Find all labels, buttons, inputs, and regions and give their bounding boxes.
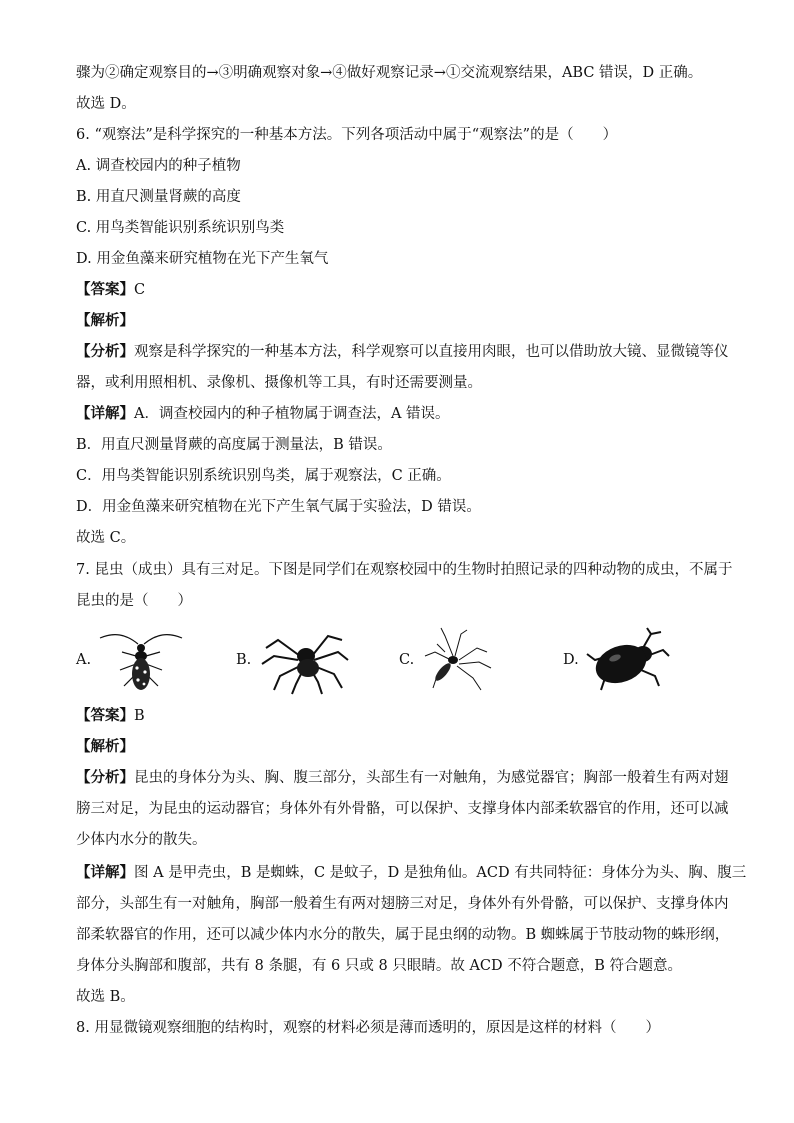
analysis-tag: 【分析】 bbox=[76, 343, 134, 360]
text-line: 器，或利用照相机、录像机、摄像机等工具，有时还需要测量。 bbox=[76, 375, 482, 391]
detail-text: A．调查校园内的种子植物属于调查法，A 错误。 bbox=[134, 406, 450, 422]
analysis-text: 昆虫的身体分为头、胸、腹三部分，头部生有一对触角，为感觉器官；胸部一般着生有两对翅 bbox=[134, 770, 729, 786]
analysis-heading: 【解析】 bbox=[76, 738, 134, 755]
q7-detail bbox=[76, 863, 746, 883]
q6-detail bbox=[76, 404, 450, 424]
text-line: C．用鸟类智能识别系统识别鸟类，属于观察法，C 正确。 bbox=[76, 468, 451, 484]
text-line: 故选 D。 bbox=[76, 96, 136, 112]
spider-icon bbox=[256, 626, 356, 696]
mosquito-icon bbox=[415, 626, 495, 696]
text-line: 膀三对足，为昆虫的运动器官；身体外有外骨骼，可以保护、支撑身体内部柔软器官的作用，还可以减 bbox=[76, 801, 729, 817]
answer-value: C bbox=[134, 282, 146, 298]
analysis-tag: 【分析】 bbox=[76, 769, 134, 786]
answer-tag: 【答案】 bbox=[76, 707, 134, 724]
rhinoceros-beetle-icon bbox=[581, 626, 671, 696]
option-label: C. bbox=[399, 652, 415, 668]
question-6: 6. “观察法”是科学探究的一种基本方法。下列各项活动中属于“观察法”的是（ ） bbox=[76, 127, 618, 143]
text-line: D．用金鱼藻来研究植物在光下产生氧气属于实验法，D 错误。 bbox=[76, 499, 481, 515]
option-label: D. bbox=[563, 652, 579, 668]
text-line: 故选 C。 bbox=[76, 530, 136, 546]
answer-value: B bbox=[134, 708, 145, 724]
q7-image-options bbox=[76, 626, 716, 696]
analysis-text: 观察是科学探究的一种基本方法，科学观察可以直接用肉眼，也可以借助放大镜、显微镜等仪 bbox=[134, 344, 729, 360]
q6-option-d: D. 用金鱼藻来研究植物在光下产生氧气 bbox=[76, 251, 329, 267]
q6-analysis bbox=[76, 342, 729, 362]
text-line: 故选 B。 bbox=[76, 989, 135, 1005]
q7-analysis bbox=[76, 768, 729, 788]
q7-answer bbox=[76, 706, 145, 726]
detail-text: 图 A 是甲壳虫，B 是蜘蛛，C 是蚊子，D 是独角仙。ACD 有共同特征：身体分为头、胸、腹三 bbox=[134, 865, 747, 881]
option-label: A. bbox=[76, 652, 92, 668]
question-8: 8. 用显微镜观察细胞的结构时，观察的材料必须是薄而透明的，原因是这样的材料（ ） bbox=[76, 1020, 660, 1036]
beetle-icon bbox=[96, 626, 186, 696]
answer-tag: 【答案】 bbox=[76, 281, 134, 298]
detail-tag: 【详解】 bbox=[76, 864, 134, 881]
text-line: 部分，头部生有一对触角，胸部一般着生有两对翅膀三对足，身体外有外骨骼，可以保护、支撑身体内 bbox=[76, 896, 729, 912]
text-line: 身体分头胸部和腹部，共有 8 条腿，有 6 只或 8 只眼睛。故 ACD 不符合题意，B 符合题意。 bbox=[76, 958, 683, 974]
text-line: 昆虫的是（ ） bbox=[76, 593, 192, 609]
text-line: 部柔软器官的作用，还可以减少体内水分的散失，属于昆虫纲的动物。B 蜘蛛属于节肢动物的蛛形纲， bbox=[76, 927, 730, 943]
option-label: B. bbox=[236, 652, 252, 668]
question-7: 7. 昆虫（成虫）具有三对足。下图是同学们在观察校园中的生物时拍照记录的四种动物的成虫，不属于 bbox=[76, 562, 733, 578]
detail-tag: 【详解】 bbox=[76, 405, 134, 422]
q6-answer bbox=[76, 280, 145, 300]
analysis-heading: 【解析】 bbox=[76, 312, 134, 329]
q6-option-a: A. 调查校园内的种子植物 bbox=[76, 158, 241, 174]
text-line: 骤为②确定观察目的→③明确观察对象→④做好观察记录→①交流观察结果，ABC 错误，D 正确。 bbox=[76, 65, 703, 81]
q6-option-c: C. 用鸟类智能识别系统识别鸟类 bbox=[76, 220, 285, 236]
q6-option-b: B. 用直尺测量肾蕨的高度 bbox=[76, 189, 241, 205]
text-line: B．用直尺测量肾蕨的高度属于测量法，B 错误。 bbox=[76, 437, 392, 453]
text-line: 少体内水分的散失。 bbox=[76, 832, 207, 848]
